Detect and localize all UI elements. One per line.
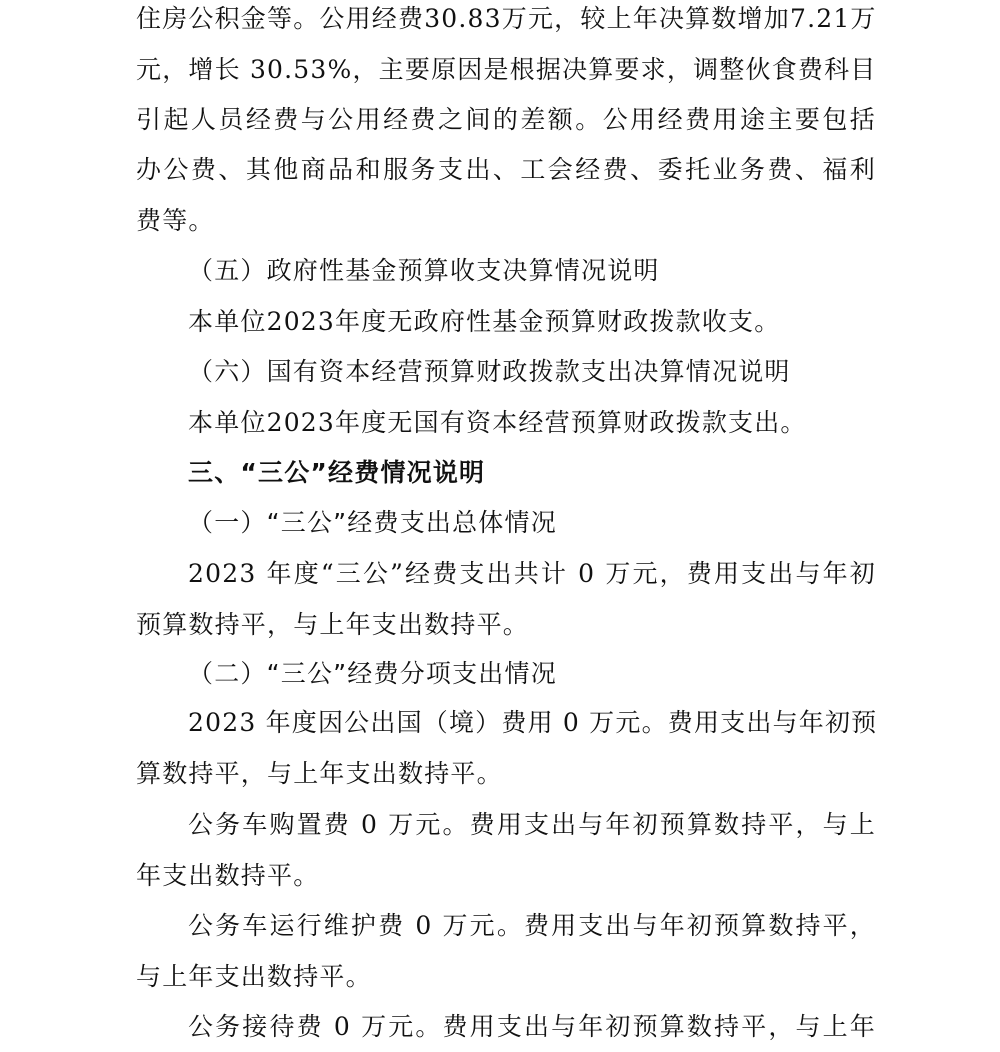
paragraph-line: 公务车运行维护费 0 万元。费用支出与年初预算数持平， (188, 911, 876, 940)
section-heading: （一）“三公”经费支出总体情况 (188, 508, 557, 537)
paragraph-line: 公务车购置费 0 万元。费用支出与年初预算数持平，与上 (188, 810, 876, 839)
paragraph-line: 算数持平，与上年支出数持平。 (136, 759, 503, 788)
section-heading: （五）政府性基金预算收支决算情况说明 (188, 256, 660, 285)
paragraph-line: 与上年支出数持平。 (136, 962, 372, 991)
paragraph-line: 本单位2023年度无政府性基金预算财政拨款收支。 (188, 307, 781, 336)
paragraph-line: 年支出数持平。 (136, 861, 320, 890)
paragraph-line: 公务接待费 0 万元。费用支出与年初预算数持平，与上年 (188, 1012, 876, 1041)
paragraph-line: 2023 年度“三公”经费支出共计 0 万元，费用支出与年初 (188, 559, 876, 588)
paragraph-line: 费等。 (136, 206, 215, 235)
section-heading: （六）国有资本经营预算财政拨款支出决算情况说明 (188, 357, 791, 386)
paragraph-line: 本单位2023年度无国有资本经营预算财政拨款支出。 (188, 408, 807, 437)
chapter-heading: 三、“三公”经费情况说明 (188, 458, 486, 487)
paragraph-line: 办公费、其他商品和服务支出、工会经费、委托业务费、福利 (136, 155, 876, 184)
paragraph-line: 2023 年度因公出国（境）费用 0 万元。费用支出与年初预 (188, 708, 878, 737)
section-heading: （二）“三公”经费分项支出情况 (188, 659, 557, 688)
paragraph-line: 预算数持平，与上年支出数持平。 (136, 610, 530, 639)
paragraph-line: 住房公积金等。公用经费30.83万元，较上年决算数增加7.21万 (136, 4, 877, 33)
paragraph-line: 引起人员经费与公用经费之间的差额。公用经费用途主要包括 (136, 105, 876, 134)
paragraph-line: 元，增长 30.53%，主要原因是根据决算要求，调整伙食费科目 (136, 55, 877, 84)
